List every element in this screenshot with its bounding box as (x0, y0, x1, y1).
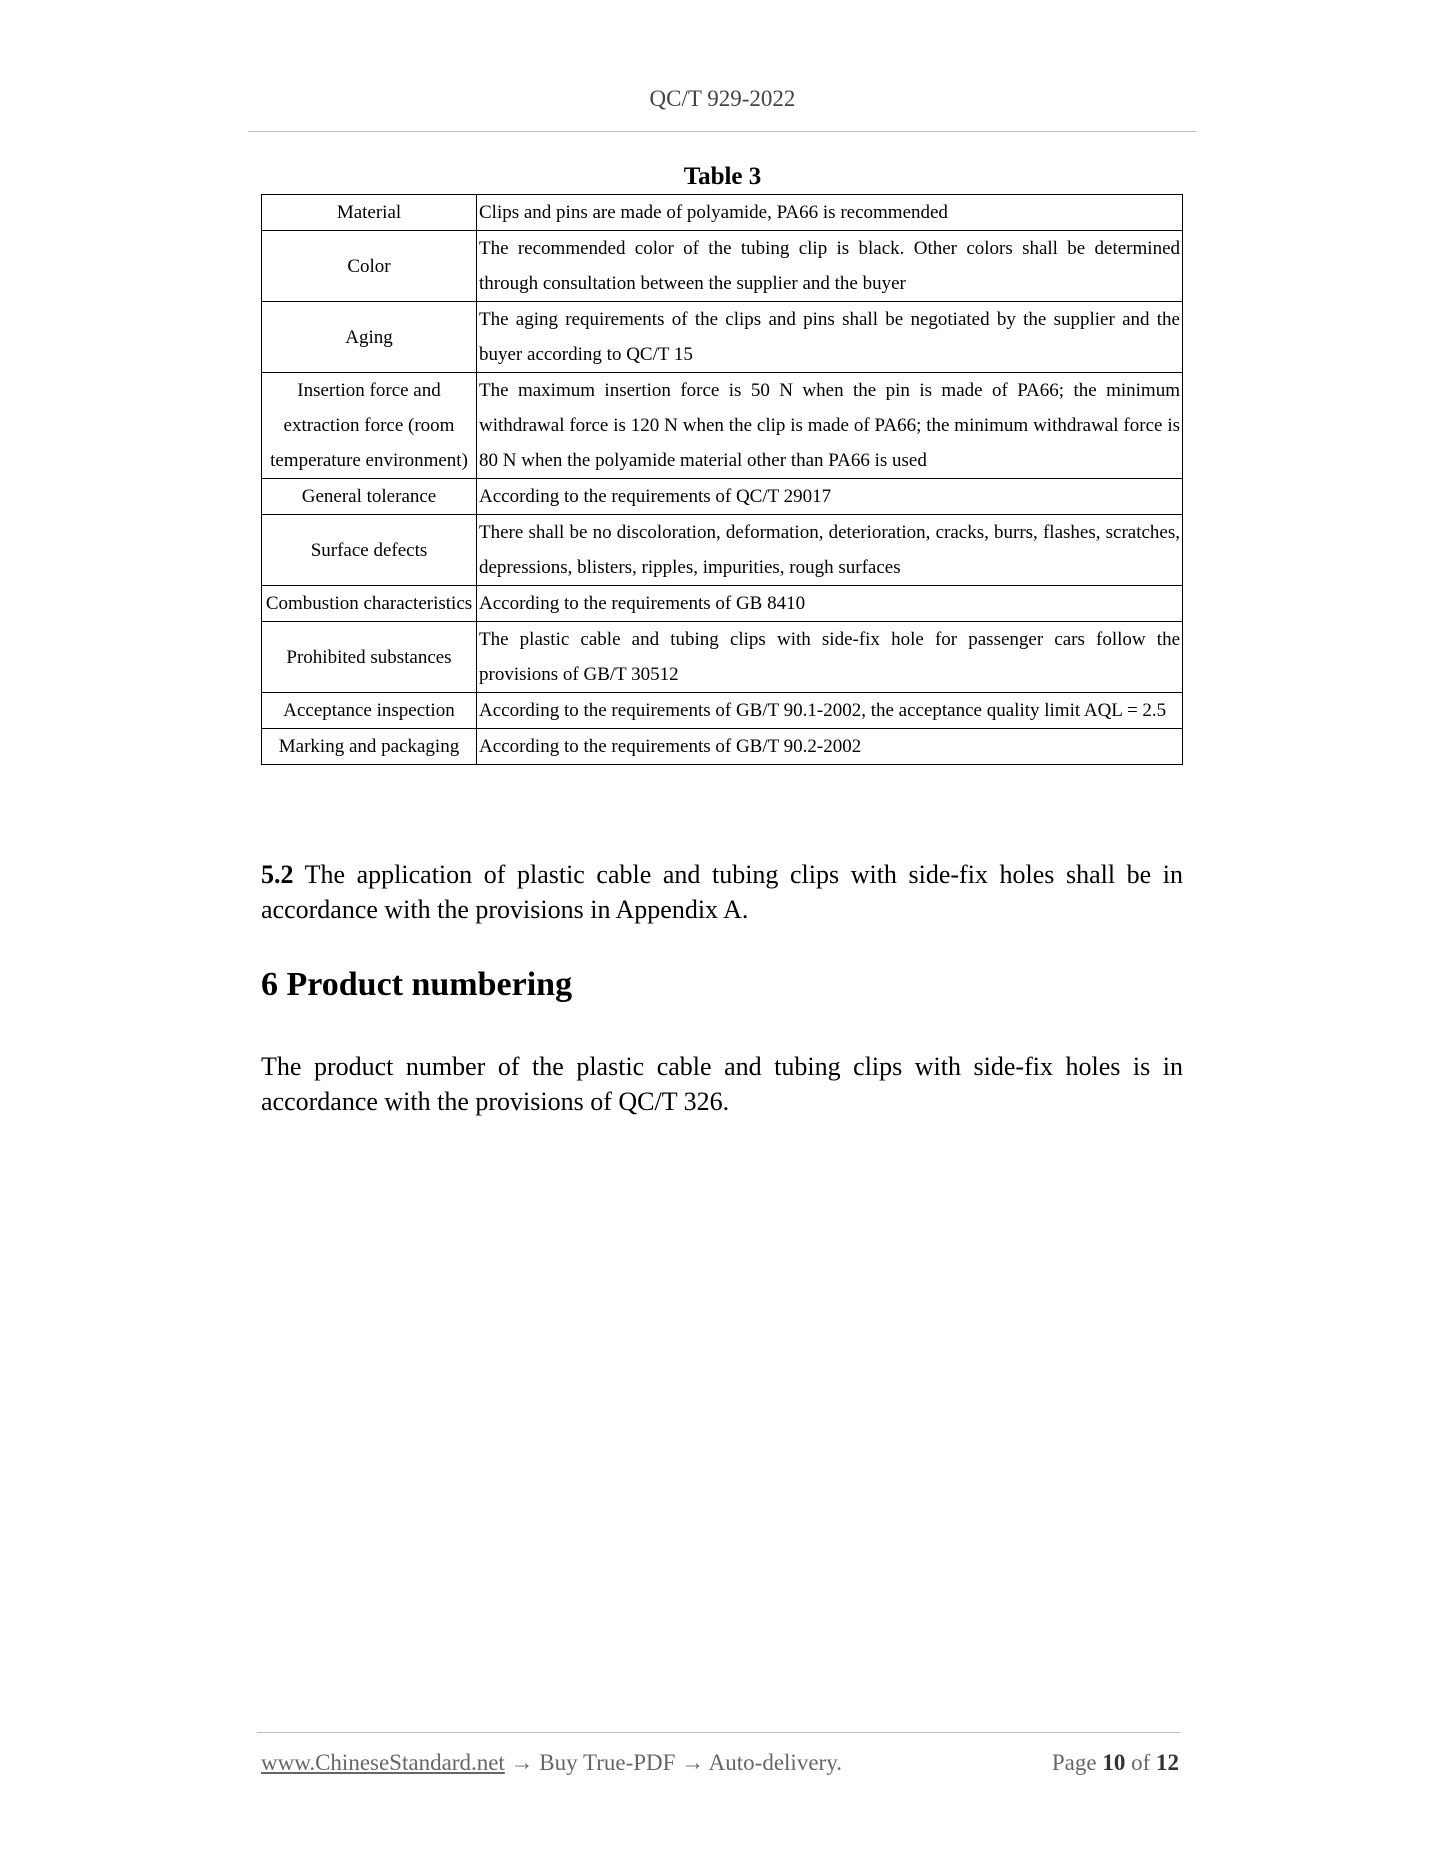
document-code-header: QC/T 929-2022 (649, 86, 796, 111)
row-label: Combustion characteristics (262, 586, 477, 622)
row-label: Marking and packaging (262, 729, 477, 765)
buy-pdf-text: Buy True-PDF (539, 1750, 676, 1775)
row-text: According to the requirements of GB/T 90.2-2002 (477, 729, 1183, 765)
row-text: There shall be no discoloration, deformation, deterioration, cracks, burrs, flashes, scratches, depressions, blisters, ripples, impurities, rough surfaces (477, 515, 1183, 586)
table-row (262, 622, 1183, 693)
clause-5-2 (261, 857, 1183, 927)
requirements-table (261, 194, 1183, 765)
clause-number: 5.2 (261, 860, 294, 889)
row-text: Clips and pins are made of polyamide, PA66 is recommended (477, 195, 1183, 231)
clause-text: The application of plastic cable and tubing clips with side-fix holes shall be in accordance with the provisions in Appendix A. (261, 860, 1184, 924)
row-label: Color (262, 231, 477, 302)
page-indicator (1052, 1750, 1179, 1776)
row-label: Insertion force and extraction force (room temperature environment) (262, 373, 477, 479)
row-text: The maximum insertion force is 50 N when the pin is made of PA66; the minimum withdrawal force is 120 N when the clip is made of PA66; the minimum withdrawal force is 80 N when the polyamide material other than PA66 is used (477, 373, 1183, 479)
arrow-right-icon: → (681, 1750, 705, 1775)
row-text: The plastic cable and tubing clips with side-fix hole for passenger cars follow the provisions of GB/T 30512 (477, 622, 1183, 693)
section-6-paragraph: The product number of the plastic cable and tubing clips with side-fix holes is in accordance with the provisions of QC/T 326. (261, 1052, 1183, 1116)
auto-delivery-text: Auto-delivery. (708, 1750, 842, 1775)
table-row (262, 515, 1183, 586)
row-label: General tolerance (262, 479, 477, 515)
row-text: According to the requirements of GB 8410 (477, 586, 1183, 622)
section-6-heading: 6 Product numbering (261, 966, 573, 1003)
row-label: Material (262, 195, 477, 231)
site-link[interactable]: www.ChineseStandard.net (261, 1750, 505, 1775)
table-row (262, 729, 1183, 765)
page-word: Page (1051, 1750, 1097, 1775)
table-row (262, 302, 1183, 373)
table-row (262, 195, 1183, 231)
table-row (262, 586, 1183, 622)
row-text: The recommended color of the tubing clip is black. Other colors shall be determined through consultation between the supplier and the buyer (477, 231, 1183, 302)
row-text: According to the requirements of GB/T 90.1-2002, the acceptance quality limit AQL = 2.5 (477, 693, 1183, 729)
row-label: Acceptance inspection (262, 693, 477, 729)
table-caption: Table 3 (683, 163, 762, 190)
table-row (262, 479, 1183, 515)
current-page-number: 10 (1102, 1750, 1126, 1775)
total-pages-number: 12 (1156, 1750, 1179, 1775)
row-label: Aging (262, 302, 477, 373)
row-label: Surface defects (262, 515, 477, 586)
row-text: The aging requirements of the clips and pins shall be negotiated by the supplier and the buyer according to QC/T 15 (477, 302, 1183, 373)
table-row (262, 231, 1183, 302)
arrow-right-icon: → (510, 1750, 534, 1775)
row-text: According to the requirements of QC/T 29017 (477, 479, 1183, 515)
footer-promo (261, 1750, 842, 1776)
table-row (262, 373, 1183, 479)
of-word: of (1131, 1750, 1151, 1775)
footer-divider (257, 1732, 1180, 1733)
row-label: Prohibited substances (262, 622, 477, 693)
table-row (262, 693, 1183, 729)
header-divider (248, 131, 1196, 132)
